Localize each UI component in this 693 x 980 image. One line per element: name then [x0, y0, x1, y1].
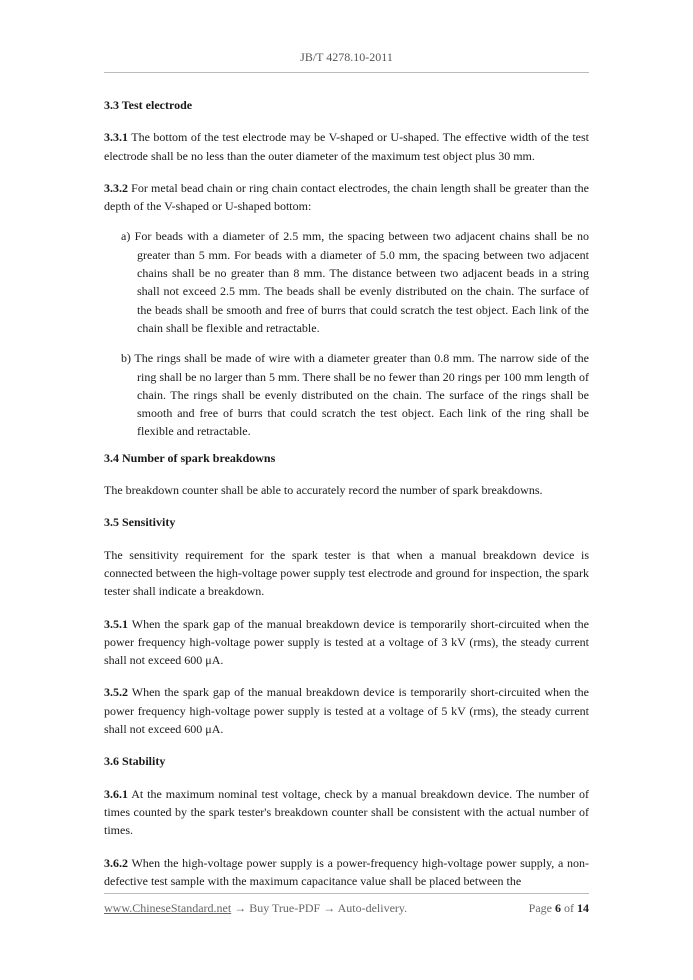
clause-number: 3.6.1 — [104, 786, 128, 801]
clause-text: When the spark gap of the manual breakdown device is temporarily short-circuited when the power frequency high-voltage power supply is tested at a voltage of 5 kV (rms), the steady current shall not exceed 600 μA. — [104, 685, 589, 737]
clause-number: 3.6.2 — [104, 855, 128, 870]
clause-3-5-1 — [104, 615, 589, 670]
section-title-3-3: 3.3 Test electrode — [104, 98, 193, 112]
of-label: of — [564, 901, 574, 915]
clause-number: 3.5.2 — [104, 685, 128, 700]
section-title-3-4: 3.4 Number of spark breakdowns — [104, 450, 276, 465]
header-divider — [104, 72, 589, 73]
clause-3-4-text: The breakdown counter shall be able to accurately record the number of spark breakdowns. — [104, 483, 543, 498]
clause-3-6-2 — [104, 854, 589, 891]
clause-3-5-2 — [104, 683, 589, 738]
section-title-3-5: 3.5 Sensitivity — [104, 515, 176, 530]
clause-3-5-text: The sensitivity requirement for the spark tester is that when a manual breakdown device is connected between the high-voltage power supply test electrode and ground for inspection, the spark tester shall indicate a breakdown. — [104, 547, 589, 599]
clause-text: For metal bead chain or ring chain contact electrodes, the chain length shall be greater than the depth of the V-shaped or U-shaped bottom: — [104, 180, 589, 214]
clause-3-3-1 — [104, 128, 589, 165]
clause-3-6-1 — [104, 785, 589, 840]
clause-text: The bottom of the test electrode may be V-shaped or U-shaped. The effective width of the test electrode shall be no less than the outer diameter of the maximum test object plus 30 mm. — [104, 130, 589, 163]
clause-3-3-2 — [104, 179, 589, 216]
page-indicator — [529, 901, 589, 916]
page-label: Page — [528, 901, 552, 915]
clause-text: At the maximum nominal test voltage, check by a manual breakdown device. The number of times counted by the spark tester's breakdown counter shall be consistent with the actual number of times. — [104, 786, 589, 838]
clause-text: When the spark gap of the manual breakdown device is temporarily short-circuited when the power frequency high-voltage power supply is tested at a voltage of 3 kV (rms), the steady current shall not exceed 600 μA. — [104, 616, 589, 668]
section-title-3-6: 3.6 Stability — [104, 754, 166, 769]
buy-pdf-link[interactable]: Buy True-PDF — [249, 901, 321, 915]
clause-number: 3.3.2 — [104, 180, 128, 195]
clause-text: When the high-voltage power supply is a power-frequency high-voltage power supply, a non-defective test sample with the maximum capacitance value shall be placed between the — [104, 855, 589, 888]
clause-number: 3.3.1 — [104, 130, 128, 145]
clause-number: 3.5.1 — [104, 616, 128, 631]
list-item-b: b) The rings shall be made of wire with a diameter greater than 0.8 mm. The narrow side of the ring shall be no larger than 5 mm. There shall be no fewer than 20 rings per 100 mm length of chain. The rings shall be evenly distributed on the chain. The surface of the rings shall be smooth and free of burrs that could scratch the test object. Each link of the ring shall be flexible and retractable. — [121, 351, 589, 439]
document-body — [104, 96, 589, 904]
page-total: 14 — [577, 901, 589, 915]
site-link[interactable]: www.ChineseStandard.net — [104, 901, 232, 915]
list-item-a: a) For beads with a diameter of 2.5 mm, the spacing between two adjacent chains shall be no greater than 5 mm. For beads with a diameter of 5.0 mm, the spacing between two adjacent chains shall be no greater than 8 mm. The distance between two adjacent beads in a string shall not exceed 2.5 mm. The beads shall be evenly distributed on the chain. The surface of the beads shall be smooth and free of burrs that could scratch the test object. Each link of the chain shall be flexible and retractable. — [121, 229, 589, 335]
footer-divider — [104, 893, 589, 894]
arrow-icon: → — [231, 901, 250, 915]
page-footer — [104, 901, 589, 916]
running-header: JB/T 4278.10-2011 — [300, 50, 393, 64]
arrow-icon: → — [320, 901, 338, 915]
delivery-text: Auto-delivery. — [337, 901, 408, 915]
page-number: 6 — [555, 901, 561, 915]
